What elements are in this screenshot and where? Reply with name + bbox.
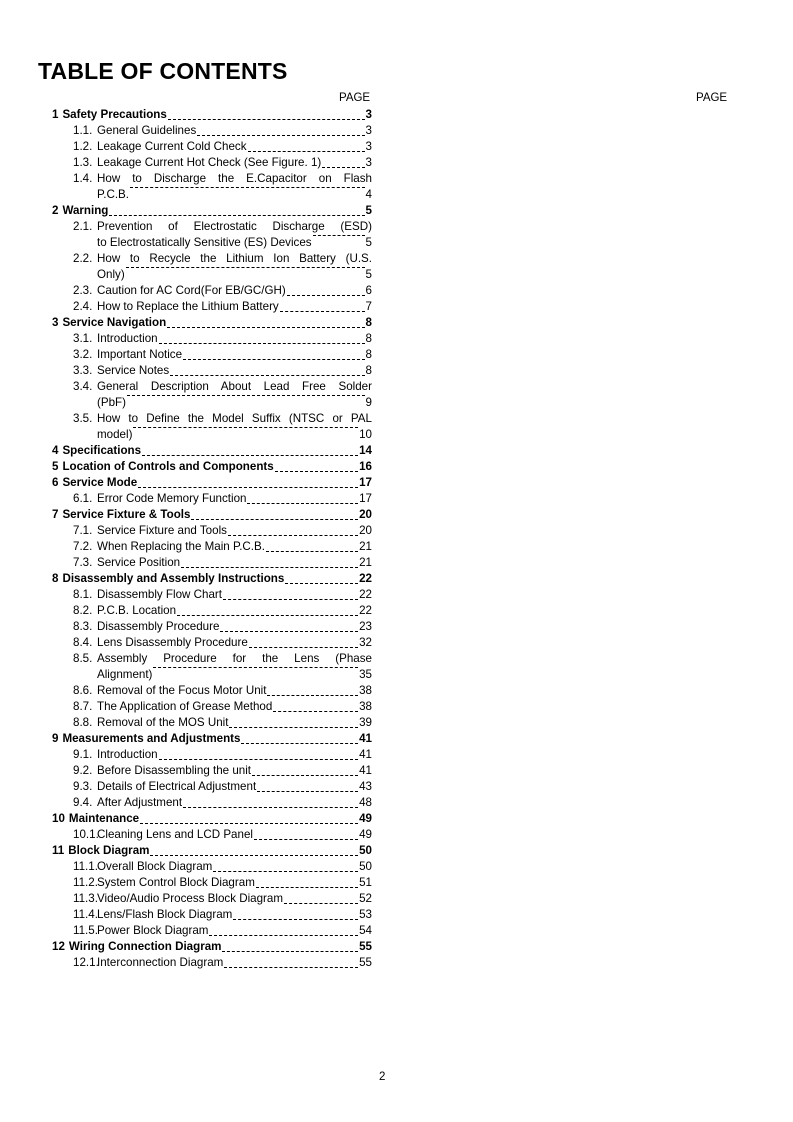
toc-entry-page: 8 [365,316,372,329]
toc-entry-number: 1.3. [73,156,93,169]
toc-dot-leader [280,311,365,312]
toc-entry-number: 3.2. [73,348,93,361]
toc-entry-number: 7 [52,508,59,521]
toc-entry-number: 8.5. [73,652,93,665]
toc-dot-leader [273,711,358,712]
toc-subsection-entry[interactable] [48,347,372,363]
toc-subsection-entry[interactable] [48,779,372,795]
toc-dot-leader [167,327,364,328]
toc-entry-title: General Description About Lead Free Solder [97,380,372,393]
toc-entry-page: 14 [359,444,372,457]
toc-subsection-entry[interactable] [48,363,372,379]
toc-dot-leader [224,967,358,968]
toc-entry-title: Service Mode [62,476,138,489]
toc-subsection-entry[interactable] [48,699,372,715]
toc-dot-leader [159,759,359,760]
toc-dot-leader [256,887,358,888]
toc-dot-leader [159,343,365,344]
toc-entry-title: Power Block Diagram [97,924,209,937]
toc-dot-leader [223,599,358,600]
toc-dot-leader [177,615,358,616]
toc-subsection-entry[interactable] [48,331,372,347]
toc-entry-page: 50 [359,860,372,873]
toc-entry-page: 4 [365,188,372,201]
toc-dot-leader [322,167,364,168]
toc-entry-page: 3 [365,156,372,169]
toc-dot-leader [133,427,358,428]
toc-subsection-entry[interactable] [48,283,372,299]
toc-entry-page: 55 [359,940,372,953]
toc-entry-number: 8.3. [73,620,93,633]
toc-entry-number: 11.5. [73,924,98,937]
toc-entry-title: Important Notice [97,348,183,361]
toc-entry-page: 17 [359,476,372,489]
toc-entry-page: 3 [365,124,372,137]
toc-dot-leader [222,951,358,952]
toc-entry-number: 8.7. [73,700,93,713]
toc-subsection-entry[interactable] [48,523,372,539]
toc-entry-number: 10.1. [73,828,99,841]
toc-entry-title: How to Replace the Lithium Battery [97,300,279,313]
toc-dot-leader [138,487,358,488]
toc-entry-number: 6 [52,476,59,489]
page-column-header-right: PAGE [696,92,728,104]
toc-section-entry[interactable] [48,731,372,747]
toc-dot-leader [266,551,358,552]
toc-entry-page: 21 [359,540,372,553]
toc-entry-title: Wiring Connection Diagram [68,940,222,953]
toc-entry-page: 49 [359,812,372,825]
toc-entry-title: Cleaning Lens and LCD Panel [97,828,253,841]
toc-entry-page: 6 [365,284,372,297]
toc-dot-leader [252,775,358,776]
toc-entry-title: How to Discharge the E.Capacitor on Flash [97,172,372,185]
toc-entry-title: When Replacing the Main P.C.B. [97,540,265,553]
toc-entry-page: 41 [359,764,372,777]
toc-dot-leader [183,359,364,360]
toc-entry-title: Block Diagram [68,844,150,857]
toc-subsection-entry[interactable] [48,923,372,939]
toc-entry-page: 22 [359,588,372,601]
toc-entry-page: 41 [359,748,372,761]
toc-entry-page: 8 [365,332,372,345]
toc-section-entry[interactable] [48,459,372,475]
toc-entry-page: 9 [365,396,372,409]
toc-entry-title: Before Disassembling the unit [97,764,252,777]
toc-entry-number: 12.1. [73,956,99,969]
toc-entry-title: Warning [62,204,109,217]
toc-entry-page: 16 [359,460,372,473]
toc-entry-number: 9.4. [73,796,93,809]
toc-dot-leader [284,903,358,904]
toc-section-entry[interactable] [48,811,372,827]
toc-dot-leader [247,503,358,504]
toc-entry-number: 4 [52,444,59,457]
toc-entry-title-continued: P.C.B. [97,188,130,201]
toc-subsection-entry[interactable] [48,827,372,843]
toc-entry-title: Caution for AC Cord(For EB/GC/GH) [97,284,286,297]
toc-entry-number: 11.3. [73,892,98,905]
toc-subsection-entry[interactable] [48,619,372,635]
toc-entry-number: 8.1. [73,588,93,601]
toc-dot-leader [150,855,358,856]
toc-entry-number: 1 [52,108,59,121]
toc-entry-number: 11.1. [73,860,98,873]
toc-entry-title: After Adjustment [97,796,183,809]
toc-section-entry[interactable] [48,939,372,955]
toc-dot-leader [267,695,358,696]
toc-entry-title: Service Fixture and Tools [97,524,227,537]
toc-entry-page: 38 [359,700,372,713]
toc-section-entry[interactable] [48,203,372,219]
toc-dot-leader [275,471,358,472]
toc-entry-number: 2 [52,204,59,217]
toc-entry-title: Service Navigation [62,316,167,329]
toc-subsection-entry[interactable] [48,955,372,971]
toc-entry-number: 1.2. [73,140,93,153]
toc-entry-title: Lens Disassembly Procedure [97,636,248,649]
toc-dot-leader [197,135,364,136]
toc-section-entry[interactable] [48,475,372,491]
toc-dot-leader [109,215,364,216]
toc-entry-title-continued: Only) [97,268,125,281]
toc-dot-leader [313,235,365,236]
toc-entry-title: The Application of Grease Method [97,700,273,713]
toc-dot-leader [248,151,365,152]
toc-entry-title-continued: Alignment) [97,668,153,681]
toc-entry-page: 20 [359,524,372,537]
toc-entry-title: Location of Controls and Components [62,460,274,473]
toc-entry-page: 22 [359,572,372,585]
toc-subsection-entry[interactable] [48,491,372,507]
toc-subsection-entry[interactable] [48,171,372,203]
toc-entry-number: 5 [52,460,59,473]
toc-dot-leader [140,823,358,824]
toc-entry-number: 10 [52,812,65,825]
toc-entry-page: 48 [359,796,372,809]
toc-entry-title: Details of Electrical Adjustment [97,780,257,793]
toc-entry-title: Maintenance [68,812,140,825]
toc-subsection-entry[interactable] [48,683,372,699]
toc-section-entry[interactable] [48,571,372,587]
toc-subsection-entry[interactable] [48,411,372,443]
toc-dot-leader [254,839,358,840]
toc-dot-leader [191,519,358,520]
toc-subsection-entry[interactable] [48,251,372,283]
toc-entry-page: 35 [359,668,372,681]
toc-subsection-entry[interactable] [48,603,372,619]
toc-subsection-entry[interactable] [48,891,372,907]
toc-subsection-entry[interactable] [48,219,372,251]
toc-entry-number: 1.1. [73,124,93,137]
toc-entry-page: 5 [365,236,372,249]
toc-entry-title: Disassembly and Assembly Instructions [62,572,285,585]
toc-dot-leader [257,791,358,792]
toc-entry-title: Assembly Procedure for the Lens (Phase [97,652,372,665]
toc-dot-leader [285,583,358,584]
toc-entry-page: 55 [359,956,372,969]
toc-subsection-entry[interactable] [48,587,372,603]
toc-dot-leader [229,727,358,728]
toc-dot-leader [127,395,365,396]
toc-subsection-entry[interactable] [48,907,372,923]
toc-subsection-entry[interactable] [48,875,372,891]
toc-dot-leader [183,807,358,808]
toc-entry-title: Measurements and Adjustments [62,732,241,745]
page-title: TABLE OF CONTENTS [38,58,288,84]
toc-section-entry[interactable] [48,507,372,523]
toc-entry-number: 9.3. [73,780,93,793]
toc-entry-page: 51 [359,876,372,889]
toc-entry-page: 20 [359,508,372,521]
toc-entry-title: Removal of the MOS Unit [97,716,229,729]
toc-entry-number: 12 [52,940,65,953]
toc-entry-number: 11.2. [73,876,98,889]
toc-entry-page: 32 [359,636,372,649]
toc-entry-page: 7 [365,300,372,313]
toc-entry-number: 8.2. [73,604,93,617]
toc-entry-page: 50 [359,844,372,857]
toc-section-entry[interactable] [48,443,372,459]
toc-entry-number: 3.5. [73,412,93,425]
toc-dot-leader [142,455,358,456]
toc-entry-title-continued: (PbF) [97,396,126,409]
toc-entry-title: Overall Block Diagram [97,860,213,873]
toc-entry-title: Removal of the Focus Motor Unit [97,684,267,697]
toc-dot-leader [228,535,358,536]
toc-entry-title: Error Code Memory Function [97,492,247,505]
toc-dot-leader [168,119,365,120]
toc-entry-number: 9.2. [73,764,93,777]
toc-entry-title: Safety Precautions [62,108,167,121]
toc-dot-leader [220,631,358,632]
toc-entry-title: System Control Block Diagram [97,876,255,889]
toc-entry-page: 41 [359,732,372,745]
toc-entry-number: 11 [52,844,65,857]
toc-entry-page: 23 [359,620,372,633]
toc-entry-title-continued: model) [97,428,133,441]
toc-entry-number: 2.2. [73,252,93,265]
toc-entry-title: Leakage Current Cold Check [97,140,247,153]
toc-entry-number: 3.3. [73,364,93,377]
toc-entry-number: 2.3. [73,284,93,297]
toc-entry-number: 1.4. [73,172,93,185]
toc-entry-page: 22 [359,604,372,617]
toc-dot-leader [130,187,365,188]
toc-subsection-entry[interactable] [48,763,372,779]
toc-entry-number: 7.3. [73,556,93,569]
toc-subsection-entry[interactable] [48,379,372,411]
toc-subsection-entry[interactable] [48,139,372,155]
toc-entry-number: 9.1. [73,748,93,761]
toc-dot-leader [126,267,365,268]
toc-entry-page: 21 [359,556,372,569]
toc-subsection-entry[interactable] [48,539,372,555]
toc-entry-title-continued: to Electrostatically Sensitive (ES) Devices [97,236,312,249]
toc-entry-title: Video/Audio Process Block Diagram [97,892,284,905]
toc-entry-number: 3 [52,316,59,329]
toc-entry-page: 52 [359,892,372,905]
toc-entry-page: 54 [359,924,372,937]
toc-entry-title: Disassembly Procedure [97,620,220,633]
toc-entry-page: 43 [359,780,372,793]
toc-dot-leader [170,375,364,376]
toc-subsection-entry[interactable] [48,859,372,875]
footer-page-number: 2 [379,1071,386,1083]
toc-section-entry[interactable] [48,315,372,331]
toc-entry-title: Specifications [62,444,142,457]
toc-entry-page: 38 [359,684,372,697]
toc-entry-page: 8 [365,348,372,361]
toc-entry-title: Service Fixture & Tools [62,508,191,521]
toc-entry-number: 9 [52,732,59,745]
toc-subsection-entry[interactable] [48,123,372,139]
toc-entry-title: P.C.B. Location [97,604,177,617]
toc-entry-number: 8.6. [73,684,93,697]
toc-entry-page: 10 [359,428,372,441]
toc-entry-number: 2.1. [73,220,93,233]
toc-entry-page: 5 [365,268,372,281]
toc-subsection-entry[interactable] [48,299,372,315]
toc-dot-leader [241,743,358,744]
toc-entry-page: 49 [359,828,372,841]
toc-entry-number: 8 [52,572,59,585]
toc-entry-title: Interconnection Diagram [97,956,224,969]
toc-subsection-entry[interactable] [48,795,372,811]
toc-entry-page: 17 [359,492,372,505]
toc-entry-title: Service Position [97,556,181,569]
toc-dot-leader [287,295,365,296]
toc-section-entry[interactable] [48,107,372,123]
toc-subsection-entry[interactable] [48,747,372,763]
toc-subsection-entry[interactable] [48,635,372,651]
toc-entry-title: Introduction [97,332,158,345]
toc-list [48,107,372,971]
toc-entry-title: How to Recycle the Lithium Ion Battery (U.S. [97,252,372,265]
toc-dot-leader [213,871,358,872]
toc-entry-page: 3 [365,140,372,153]
toc-section-entry[interactable] [48,843,372,859]
toc-entry-number: 6.1. [73,492,93,505]
toc-entry-title: How to Define the Model Suffix (NTSC or PAL [97,412,372,425]
page-column-header-left: PAGE [339,92,371,104]
toc-entry-number: 8.8. [73,716,93,729]
toc-dot-leader [233,919,358,920]
toc-entry-number: 3.4. [73,380,93,393]
toc-subsection-entry[interactable] [48,555,372,571]
toc-dot-leader [153,667,358,668]
toc-entry-title: Lens/Flash Block Diagram [97,908,233,921]
toc-dot-leader [181,567,358,568]
toc-entry-page: 3 [365,108,372,121]
toc-subsection-entry[interactable] [48,651,372,683]
toc-subsection-entry[interactable] [48,155,372,171]
toc-entry-title: Leakage Current Hot Check (See Figure. 1) [97,156,322,169]
toc-entry-number: 3.1. [73,332,93,345]
toc-entry-number: 7.1. [73,524,93,537]
toc-entry-number: 8.4. [73,636,93,649]
toc-entry-page: 53 [359,908,372,921]
toc-entry-title: Disassembly Flow Chart [97,588,222,601]
toc-dot-leader [209,935,358,936]
toc-entry-page: 39 [359,716,372,729]
toc-entry-number: 2.4. [73,300,93,313]
toc-entry-title: Service Notes [97,364,170,377]
toc-entry-title: Prevention of Electrostatic Discharge (ESD) [97,220,372,233]
toc-entry-number: 11.4. [73,908,98,921]
toc-subsection-entry[interactable] [48,715,372,731]
toc-entry-number: 7.2. [73,540,93,553]
toc-dot-leader [249,647,358,648]
toc-entry-title: Introduction [97,748,158,761]
toc-entry-title: General Guidelines [97,124,197,137]
toc-entry-page: 8 [365,364,372,377]
toc-entry-page: 5 [365,204,372,217]
